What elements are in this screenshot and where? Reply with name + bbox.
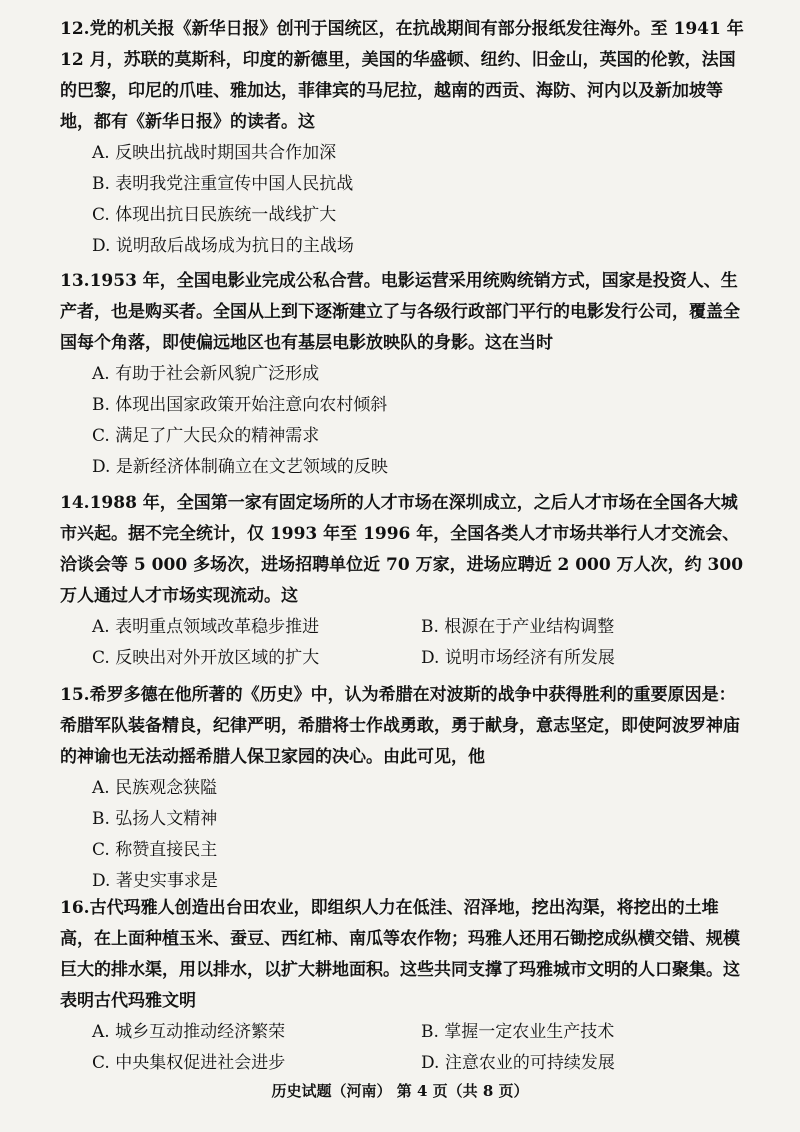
option-b: B. 表明我党注重宣传中国人民抗战 — [92, 174, 354, 194]
option-c: C. 体现出抗日民族统一战线扩大 — [92, 205, 337, 225]
options-row-2 — [60, 643, 750, 674]
question-stem: 14.1988 年，全国第一家有固定场所的人才市场在深圳成立，之后人才市场在全国各大城市兴起。据不完全统计，仅 1993 年至 1996 年，全国各类人才市场共举行人才交流会、洽谈会等 5 000 多场次，进场招聘单位近 70 万家，进场应聘近 2 000 万人次，约 300 万人通过人才市场实现流动。这 — [60, 493, 744, 606]
option-d: D. 说明市场经济有所发展 — [421, 648, 615, 668]
option-c: C. 中央集权促进社会进步 — [92, 1053, 286, 1073]
option-a: A. 有助于社会新风貌广泛形成 — [92, 364, 320, 384]
question-stem: 15.希罗多德在他所著的《历史》中，认为希腊在对波斯的战争中获得胜利的重要原因是：希腊军队装备精良，纪律严明，希腊将士作战勇敢，勇于献身，意志坚定，即使阿波罗神庙的神谕也无法动摇希腊人保卫家园的决心。由此可见，他 — [60, 685, 740, 767]
question-14 — [60, 488, 750, 674]
option-c: C. 满足了广大民众的精神需求 — [92, 426, 320, 446]
option-c: C. 反映出对外开放区域的扩大 — [92, 648, 320, 668]
question-12 — [60, 14, 750, 262]
option-a: A. 表明重点领域改革稳步推进 — [92, 617, 320, 637]
option-b: B. 体现出国家政策开始注意向农村倾斜 — [92, 395, 388, 415]
options-row-1 — [60, 612, 750, 643]
question-stem: 13.1953 年，全国电影业完成公私合营。电影运营采用统购统销方式，国家是投资人、生产者，也是购买者。全国从上到下逐渐建立了与各级行政部门平行的电影发行公司，覆盖全国每个角落，即使偏远地区也有基层电影放映队的身影。这在当时 — [60, 271, 740, 353]
option-a: A. 城乡互动推动经济繁荣 — [92, 1022, 286, 1042]
options-row-1 — [60, 1017, 750, 1048]
option-d: D. 是新经济体制确立在文艺领域的反映 — [92, 457, 388, 477]
question-13 — [60, 266, 750, 483]
options-row-2 — [60, 1048, 750, 1079]
option-a: A. 反映出抗战时期国共合作加深 — [92, 143, 337, 163]
question-15 — [60, 680, 750, 897]
page-footer: 历史试题（河南） 第 4 页（共 8 页） — [271, 1082, 529, 1100]
option-d: D. 注意农业的可持续发展 — [421, 1053, 615, 1073]
option-b: B. 掌握一定农业生产技术 — [421, 1022, 615, 1042]
question-stem: 12.党的机关报《新华日报》创刊于国统区，在抗战期间有部分报纸发往海外。至 1941 年 12 月，苏联的莫斯科，印度的新德里，美国的华盛顿、纽约、旧金山，英国的伦敦，法国的巴黎，印尼的爪哇、雅加达，菲律宾的马尼拉，越南的西贡、海防、河内以及新加坡等地，都有《新华日报》的读者。这 — [60, 19, 744, 132]
option-b: B. 根源在于产业结构调整 — [421, 617, 615, 637]
option-c: C. 称赞直接民主 — [92, 840, 218, 860]
question-16 — [60, 893, 750, 1079]
option-b: B. 弘扬人文精神 — [92, 809, 218, 829]
option-d: D. 说明敌后战场成为抗日的主战场 — [92, 236, 354, 256]
option-d: D. 著史实事求是 — [92, 871, 218, 891]
option-a: A. 民族观念狭隘 — [92, 778, 218, 798]
question-stem: 16.古代玛雅人创造出台田农业，即组织人力在低洼、沼泽地，挖出沟渠，将挖出的土堆高，在上面种植玉米、蚕豆、西红柿、南瓜等农作物；玛雅人还用石锄挖成纵横交错、规模巨大的排水渠，用以排水，以扩大耕地面积。这些共同支撑了玛雅城市文明的人口聚集。这表明古代玛雅文明 — [60, 898, 740, 1011]
